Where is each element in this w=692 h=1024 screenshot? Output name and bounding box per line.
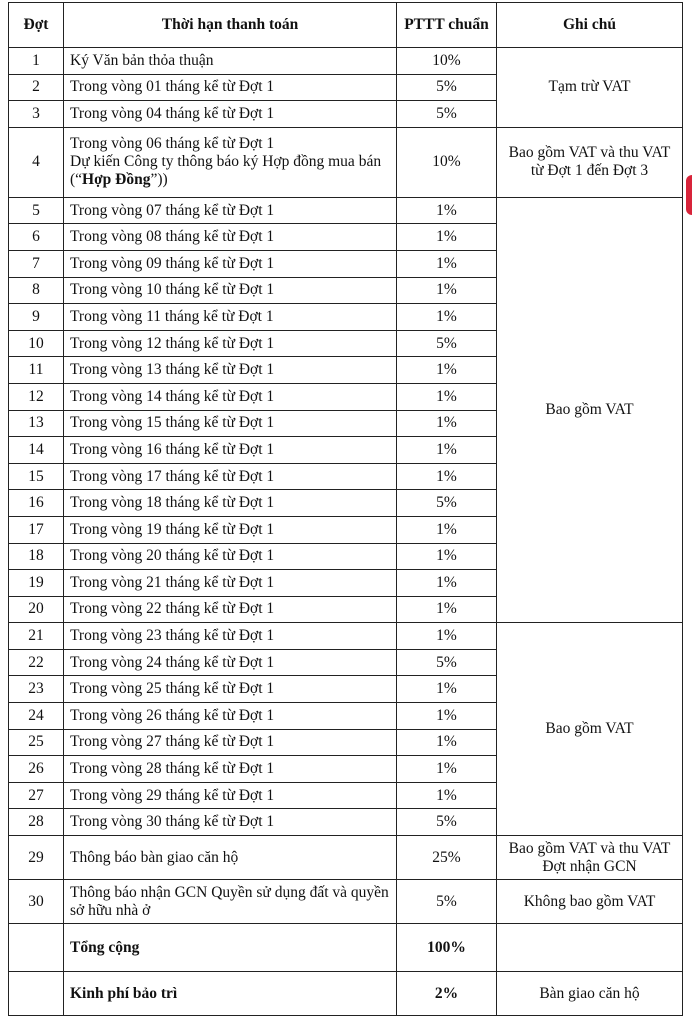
row-desc-line2: Dự kiến Công ty thông báo ký Hợp đồng mua bán (“: [70, 153, 382, 189]
row-dot: 22: [9, 649, 64, 676]
header-dot: Đợt: [9, 3, 64, 48]
row-pct: 1%: [397, 437, 497, 464]
row-desc: Ký Văn bản thỏa thuận: [64, 48, 397, 75]
row-desc: Trong vòng 22 tháng kể từ Đợt 1: [64, 596, 397, 623]
row-desc: Trong vòng 28 tháng kể từ Đợt 1: [64, 756, 397, 783]
note-khong-bao-gom-vat: Không bao gồm VAT: [497, 880, 683, 924]
row-dot: 11: [9, 357, 64, 384]
row-dot: 1: [9, 48, 64, 75]
row-desc: Thông báo bàn giao căn hộ: [64, 836, 397, 880]
row-dot: 7: [9, 250, 64, 277]
row-pct: 25%: [397, 836, 497, 880]
row-pct: 1%: [397, 703, 497, 730]
row-dot: 9: [9, 304, 64, 331]
total-note-empty: [497, 924, 683, 972]
total-label: Tổng cộng: [64, 924, 397, 972]
table-row: [9, 836, 683, 880]
table-row: [9, 48, 683, 75]
row-pct: 1%: [397, 463, 497, 490]
row-pct: 5%: [397, 809, 497, 836]
row-pct: 1%: [397, 756, 497, 783]
row-desc: Trong vòng 29 tháng kể từ Đợt 1: [64, 782, 397, 809]
row-desc: Trong vòng 16 tháng kể từ Đợt 1: [64, 437, 397, 464]
row-dot: 12: [9, 383, 64, 410]
row-dot: 23: [9, 676, 64, 703]
row-dot: 24: [9, 703, 64, 730]
row-pct: 1%: [397, 676, 497, 703]
note-bao-gom-vat-group-1: Bao gồm VAT: [497, 197, 683, 623]
row-dot: 19: [9, 570, 64, 597]
row-pct: 5%: [397, 490, 497, 517]
row-pct: 1%: [397, 357, 497, 384]
row-desc-line1: Trong vòng 06 tháng kể từ Đợt 1: [70, 135, 275, 153]
row-desc: Trong vòng 30 tháng kể từ Đợt 1: [64, 809, 397, 836]
row-dot: 5: [9, 197, 64, 224]
row-pct: 1%: [397, 383, 497, 410]
row-desc: Trong vòng 27 tháng kể từ Đợt 1: [64, 729, 397, 756]
row-pct: 10%: [397, 127, 497, 197]
row-pct: 1%: [397, 410, 497, 437]
row-desc: Trong vòng 11 tháng kể từ Đợt 1: [64, 304, 397, 331]
table-row: [9, 127, 683, 197]
table-row: [9, 880, 683, 924]
row-pct: 10%: [397, 48, 497, 75]
note-bao-gom-vat-gcn: Bao gồm VAT và thu VAT Đợt nhận GCN: [497, 836, 683, 880]
row-desc: [64, 127, 397, 197]
row-pct: 1%: [397, 623, 497, 650]
row-desc: Trong vòng 23 tháng kể từ Đợt 1: [64, 623, 397, 650]
row-desc: Trong vòng 25 tháng kể từ Đợt 1: [64, 676, 397, 703]
row-dot: 8: [9, 277, 64, 304]
row-pct: 5%: [397, 880, 497, 924]
row-dot: 14: [9, 437, 64, 464]
header-ghi-chu: Ghi chú: [497, 3, 683, 48]
row-pct: 1%: [397, 782, 497, 809]
payment-schedule-table: [8, 2, 683, 1016]
row-dot: 28: [9, 809, 64, 836]
row-dot: 20: [9, 596, 64, 623]
maintenance-empty-cell: [9, 972, 64, 1016]
row-pct: 1%: [397, 224, 497, 251]
row-desc: Trong vòng 04 tháng kể từ Đợt 1: [64, 101, 397, 128]
row-pct: 1%: [397, 250, 497, 277]
row-desc: Trong vòng 12 tháng kể từ Đợt 1: [64, 330, 397, 357]
row-pct: 5%: [397, 330, 497, 357]
maintenance-note: Bàn giao căn hộ: [497, 972, 683, 1016]
maintenance-label: Kinh phí bảo trì: [64, 972, 397, 1016]
row-desc: Trong vòng 21 tháng kể từ Đợt 1: [64, 570, 397, 597]
row-desc: Trong vòng 17 tháng kể từ Đợt 1: [64, 463, 397, 490]
row-dot: 18: [9, 543, 64, 570]
row-desc: Trong vòng 08 tháng kể từ Đợt 1: [64, 224, 397, 251]
row-pct: 5%: [397, 101, 497, 128]
row-dot: 15: [9, 463, 64, 490]
row-desc: Thông báo nhận GCN Quyền sử dụng đất và quyền sở hữu nhà ở: [64, 880, 397, 924]
row-dot: 30: [9, 880, 64, 924]
row-dot: 10: [9, 330, 64, 357]
row-dot: 25: [9, 729, 64, 756]
row-pct: 5%: [397, 649, 497, 676]
row-desc: Trong vòng 26 tháng kể từ Đợt 1: [64, 703, 397, 730]
page-edge-mark: [686, 175, 692, 215]
row-dot: 3: [9, 101, 64, 128]
row-dot: 29: [9, 836, 64, 880]
row-dot: 13: [9, 410, 64, 437]
row-dot: 4: [9, 127, 64, 197]
row-dot: 26: [9, 756, 64, 783]
row-dot: 16: [9, 490, 64, 517]
row-pct: 1%: [397, 516, 497, 543]
row-desc: Trong vòng 14 tháng kể từ Đợt 1: [64, 383, 397, 410]
row-dot: 21: [9, 623, 64, 650]
row-pct: 1%: [397, 570, 497, 597]
header-pttt: PTTT chuẩn: [397, 3, 497, 48]
header-thoi-han: Thời hạn thanh toán: [64, 3, 397, 48]
note-bao-gom-vat-group-2: Bao gồm VAT: [497, 623, 683, 836]
row-dot: 2: [9, 74, 64, 101]
row-pct: 1%: [397, 543, 497, 570]
table-row: [9, 197, 683, 224]
table-header-row: [9, 3, 683, 48]
row-desc: Trong vòng 01 tháng kể từ Đợt 1: [64, 74, 397, 101]
total-pct: 100%: [397, 924, 497, 972]
row-desc: Trong vòng 15 tháng kể từ Đợt 1: [64, 410, 397, 437]
row-desc: Trong vòng 10 tháng kể từ Đợt 1: [64, 277, 397, 304]
row-desc: Trong vòng 13 tháng kể từ Đợt 1: [64, 357, 397, 384]
maintenance-pct: 2%: [397, 972, 497, 1016]
row-desc: Trong vòng 20 tháng kể từ Đợt 1: [64, 543, 397, 570]
maintenance-row: [9, 972, 683, 1016]
row-pct: 1%: [397, 304, 497, 331]
row-pct: 5%: [397, 74, 497, 101]
row-dot: 6: [9, 224, 64, 251]
row-pct: 1%: [397, 277, 497, 304]
row-desc: Trong vòng 09 tháng kể từ Đợt 1: [64, 250, 397, 277]
row-desc-bold: Hợp Đồng: [82, 171, 151, 189]
total-empty-cell: [9, 924, 64, 972]
note-bao-gom-vat-dot-1-3: Bao gồm VAT và thu VAT từ Đợt 1 đến Đợt 3: [497, 127, 683, 197]
row-desc: Trong vòng 07 tháng kể từ Đợt 1: [64, 197, 397, 224]
note-tam-tru-vat: Tạm trừ VAT: [497, 48, 683, 128]
row-desc: Trong vòng 19 tháng kể từ Đợt 1: [64, 516, 397, 543]
row-dot: 17: [9, 516, 64, 543]
row-pct: 1%: [397, 596, 497, 623]
payment-schedule-document: [8, 2, 682, 1016]
table-row: [9, 623, 683, 650]
total-row: [9, 924, 683, 972]
row-desc: Trong vòng 24 tháng kể từ Đợt 1: [64, 649, 397, 676]
row-desc-end: ”)): [150, 171, 168, 189]
row-desc: Trong vòng 18 tháng kể từ Đợt 1: [64, 490, 397, 517]
row-dot: 27: [9, 782, 64, 809]
row-pct: 1%: [397, 729, 497, 756]
row-pct: 1%: [397, 197, 497, 224]
